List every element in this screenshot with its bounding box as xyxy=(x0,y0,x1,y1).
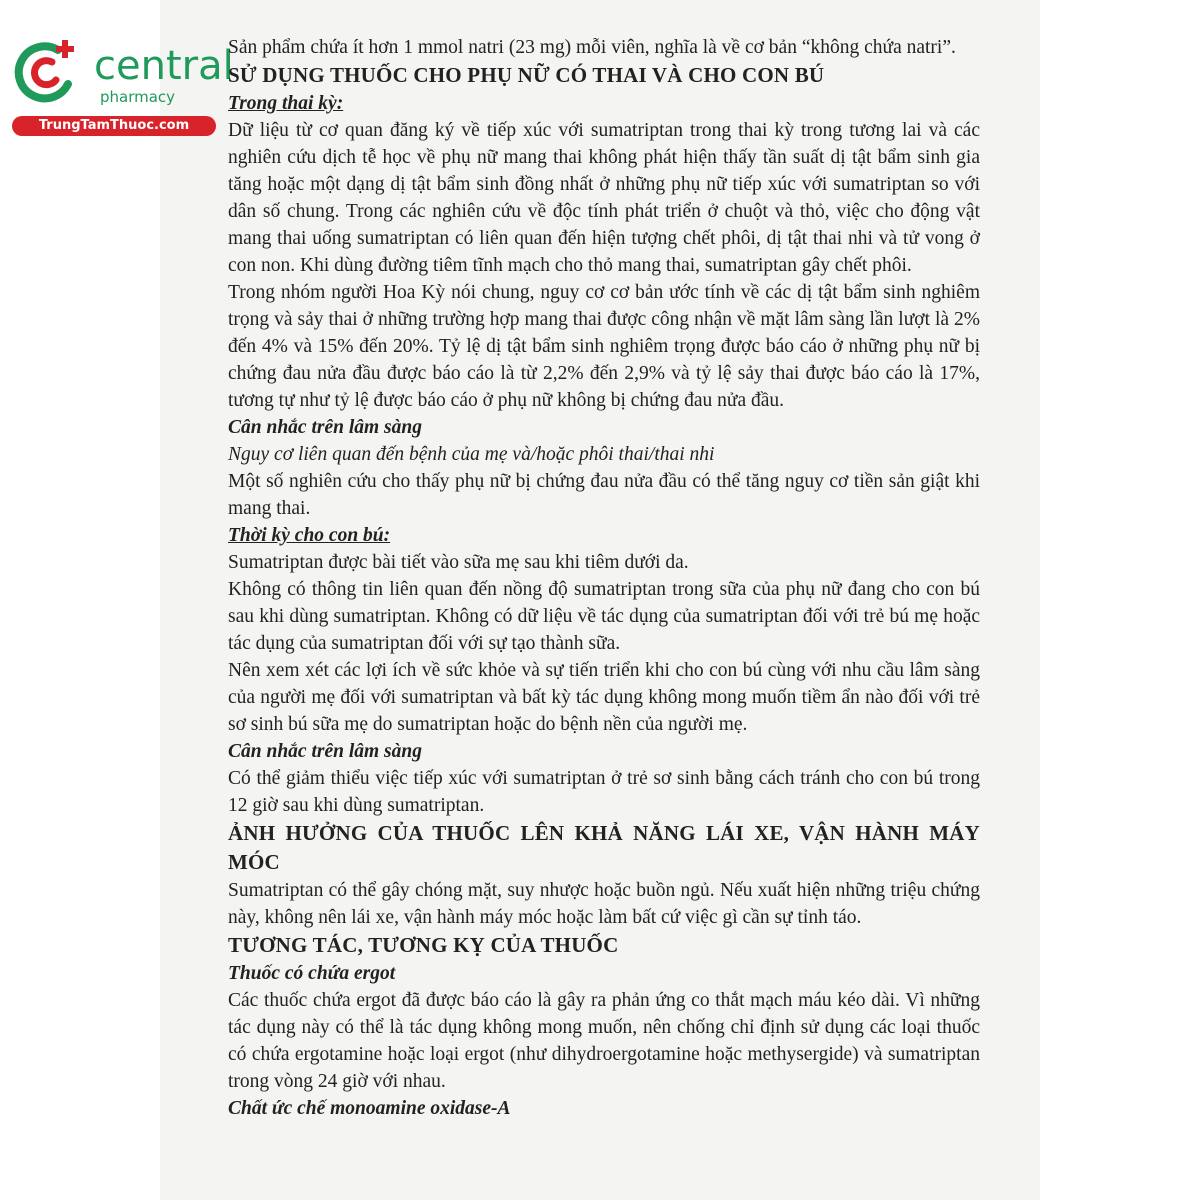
brand-site-badge: TrungTamThuoc.com xyxy=(12,116,216,136)
maternal-risk-heading: Nguy cơ liên quan đến bệnh của mẹ và/hoặc phôi thai/thai nhi xyxy=(228,444,715,465)
brand-logo[interactable] xyxy=(8,36,234,136)
central-pharmacy-logo-icon xyxy=(12,36,84,108)
clinical-considerations-heading-2: Cân nhắc trên lâm sàng xyxy=(228,741,422,762)
pregnancy-paragraph-1: Dữ liệu từ cơ quan đăng ký về tiếp xúc với sumatriptan trong thai kỳ trong tương lai và các nghiên cứu dịch tễ học về phụ nữ mang thai không phát hiện thấy tần suất dị tật bẩm sinh gia tăng hoặc một dạng dị tật bẩm sinh đồng nhất ở những phụ nữ tiếp xúc với sumatriptan so với dân số chung. Trong các nghiên cứu về độc tính phát triển ở chuột và thỏ, việc cho động vật mang thai uống sumatriptan có liên quan đến hiện tượng chết phôi, dị tật thai nhi và tử vong ở con non. Khi dùng đường tiêm tĩnh mạch cho thỏ mang thai, sumatriptan gây chết phôi. xyxy=(228,120,980,276)
section-heading-pregnancy: SỬ DỤNG THUỐC CHO PHỤ NỮ CÓ THAI VÀ CHO CON BÚ xyxy=(228,63,825,87)
document-body xyxy=(228,34,980,1122)
pregnancy-paragraph-2: Trong nhóm người Hoa Kỳ nói chung, nguy cơ cơ bản ước tính về các dị tật bẩm sinh nghiêm trọng và sảy thai ở những trường hợp mang thai được công nhận về mặt lâm sàng lần lượt là 2% đến 4% và 15% đến 20%. Tỷ lệ dị tật bẩm sinh nghiêm trọng được báo cáo ở những phụ nữ bị chứng đau nửa đầu được báo cáo là từ 2,2% đến 2,9% và tỷ lệ sảy thai được báo cáo là 17%, tương tự như tỷ lệ được báo cáo ở phụ nữ không bị chứng đau nửa đầu. xyxy=(228,282,980,411)
clinical-considerations-paragraph-2: Có thể giảm thiểu việc tiếp xúc với sumatriptan ở trẻ sơ sinh bằng cách tránh cho con bú trong 12 giờ sau khi dùng sumatriptan. xyxy=(228,768,980,816)
subheading-lactation: Thời kỳ cho con bú: xyxy=(228,525,391,546)
section-heading-interactions: TƯƠNG TÁC, TƯƠNG KỴ CỦA THUỐC xyxy=(228,933,619,957)
brand-name: central xyxy=(94,43,234,89)
lactation-paragraph-3: Nên xem xét các lợi ích về sức khỏe và sự tiến triển khi cho con bú cùng với nhu cầu lâm sàng của người mẹ đối với sumatriptan và bất kỳ tác dụng không mong muốn tiềm ẩn nào đối với trẻ sơ sinh bú sữa mẹ do sumatriptan hoặc do bệnh nền của người mẹ. xyxy=(228,660,980,735)
ergot-heading: Thuốc có chứa ergot xyxy=(228,963,396,984)
maternal-risk-paragraph: Một số nghiên cứu cho thấy phụ nữ bị chứng đau nửa đầu có thể tăng nguy cơ tiền sản giật khi mang thai. xyxy=(228,471,980,519)
intro-paragraph: Sản phẩm chứa ít hơn 1 mmol natri (23 mg) mỗi viên, nghĩa là về cơ bản “không chứa natri”. xyxy=(228,37,956,58)
section-heading-driving: ẢNH HƯỞNG CỦA THUỐC LÊN KHẢ NĂNG LÁI XE, VẬN HÀNH MÁY MÓC xyxy=(228,821,980,874)
maoi-heading: Chất ức chế monoamine oxidase-A xyxy=(228,1098,511,1119)
lactation-paragraph-2: Không có thông tin liên quan đến nồng độ sumatriptan trong sữa của phụ nữ đang cho con bú sau khi dùng sumatriptan. Không có dữ liệu về tác dụng của sumatriptan đối với trẻ bú mẹ hoặc tác dụng của sumatriptan đối với sự tạo thành sữa. xyxy=(228,579,980,654)
clinical-considerations-heading-1: Cân nhắc trên lâm sàng xyxy=(228,417,422,438)
subheading-pregnancy: Trong thai kỳ: xyxy=(228,93,344,114)
ergot-paragraph: Các thuốc chứa ergot đã được báo cáo là gây ra phản ứng co thắt mạch máu kéo dài. Vì những tác dụng này có thể là tác dụng không mong muốn, nên chống chỉ định sử dụng các loại thuốc có chứa ergotamine hoặc loại ergot (như dihydroergotamine hoặc methysergide) và sumatriptan trong vòng 24 giờ với nhau. xyxy=(228,990,980,1092)
lactation-paragraph-1: Sumatriptan được bài tiết vào sữa mẹ sau khi tiêm dưới da. xyxy=(228,552,689,573)
brand-tagline: pharmacy xyxy=(100,88,176,106)
driving-paragraph: Sumatriptan có thể gây chóng mặt, suy nhược hoặc buồn ngủ. Nếu xuất hiện những triệu chứng này, không nên lái xe, vận hành máy móc hoặc làm bất cứ việc gì cần sự tỉnh táo. xyxy=(228,880,980,928)
